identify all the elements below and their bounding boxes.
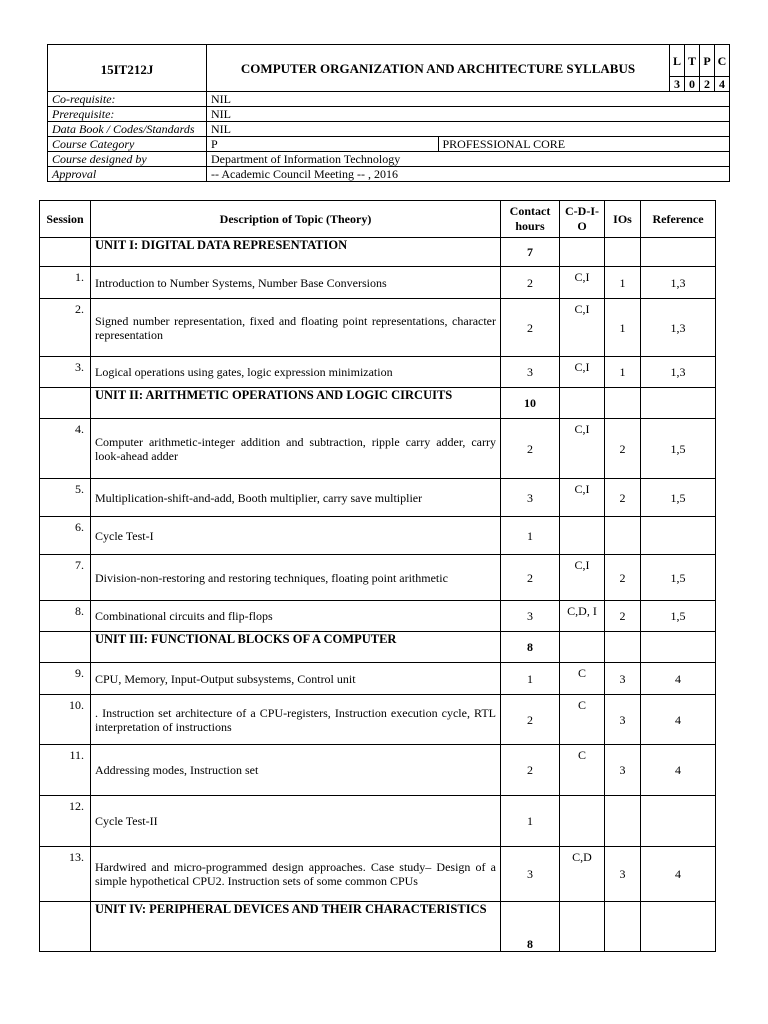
reference-cell: 1,3 bbox=[641, 267, 716, 299]
designed-by-label: Course designed by bbox=[48, 152, 207, 167]
topic-description: Hardwired and micro-programmed design approaches. Case study– Design of a simple hypothetical CPU2. Instruction sets of some common CPUs bbox=[91, 847, 501, 902]
table-row bbox=[40, 663, 716, 695]
topic-description: . Instruction set architecture of a CPU-registers, Instruction execution cycle, RTL interpretation of instructions bbox=[91, 695, 501, 745]
unit-row bbox=[40, 902, 716, 952]
cdio-cell: C,I bbox=[560, 357, 605, 388]
topic-description: Division-non-restoring and restoring techniques, floating point arithmetic bbox=[91, 555, 501, 601]
ltpc-label-c: C bbox=[715, 45, 730, 77]
ltpc-value-l: 3 bbox=[670, 77, 685, 92]
topic-description: CPU, Memory, Input-Output subsystems, Control unit bbox=[91, 663, 501, 695]
cdio-cell: C bbox=[560, 745, 605, 796]
table-row bbox=[40, 517, 716, 555]
session-number: 6. bbox=[40, 517, 91, 555]
ios-cell bbox=[605, 517, 641, 555]
table-row bbox=[40, 357, 716, 388]
topic-description: Multiplication-shift-and-add, Booth multiplier, carry save multiplier bbox=[91, 479, 501, 517]
reference-cell: 4 bbox=[641, 695, 716, 745]
table-row bbox=[40, 745, 716, 796]
reference-cell bbox=[641, 517, 716, 555]
ios-cell bbox=[605, 238, 641, 267]
prerequisite-value: NIL bbox=[207, 107, 730, 122]
contact-hours: 8 bbox=[501, 902, 560, 952]
ios-cell: 1 bbox=[605, 299, 641, 357]
contact-hours: 2 bbox=[501, 419, 560, 479]
corequisite-value: NIL bbox=[207, 92, 730, 107]
reference-cell: 1,3 bbox=[641, 299, 716, 357]
table-row bbox=[40, 601, 716, 632]
contact-hours: 1 bbox=[501, 517, 560, 555]
col-header-ios: IOs bbox=[605, 201, 641, 238]
ios-cell: 3 bbox=[605, 847, 641, 902]
contact-hours: 1 bbox=[501, 663, 560, 695]
session-number bbox=[40, 632, 91, 663]
cdio-cell: C,I bbox=[560, 479, 605, 517]
session-number: 13. bbox=[40, 847, 91, 902]
ios-cell: 2 bbox=[605, 601, 641, 632]
ios-cell: 3 bbox=[605, 663, 641, 695]
topic-description: Logical operations using gates, logic expression minimization bbox=[91, 357, 501, 388]
cdio-cell: C,D bbox=[560, 847, 605, 902]
ltpc-value-t: 0 bbox=[685, 77, 700, 92]
cdio-cell bbox=[560, 388, 605, 419]
cdio-cell bbox=[560, 238, 605, 267]
reference-cell: 4 bbox=[641, 745, 716, 796]
ltpc-label-t: T bbox=[685, 45, 700, 77]
col-header-hours: Contact hours bbox=[501, 201, 560, 238]
table-row bbox=[40, 419, 716, 479]
reference-cell bbox=[641, 238, 716, 267]
contact-hours: 2 bbox=[501, 695, 560, 745]
contact-hours: 2 bbox=[501, 267, 560, 299]
contact-hours: 3 bbox=[501, 601, 560, 632]
session-number bbox=[40, 388, 91, 419]
cdio-cell: C bbox=[560, 695, 605, 745]
table-row bbox=[40, 555, 716, 601]
session-number: 8. bbox=[40, 601, 91, 632]
session-number: 11. bbox=[40, 745, 91, 796]
syllabus-rows bbox=[40, 238, 716, 952]
ltpc-label-l: L bbox=[670, 45, 685, 77]
unit-row bbox=[40, 388, 716, 419]
topic-description: Introduction to Number Systems, Number Base Conversions bbox=[91, 267, 501, 299]
contact-hours: 2 bbox=[501, 555, 560, 601]
table-row bbox=[40, 267, 716, 299]
ltpc-value-p: 2 bbox=[700, 77, 715, 92]
ios-cell: 1 bbox=[605, 357, 641, 388]
course-code: 15IT212J bbox=[48, 45, 207, 92]
cdio-cell: C bbox=[560, 663, 605, 695]
reference-cell: 4 bbox=[641, 663, 716, 695]
unit-row bbox=[40, 632, 716, 663]
cdio-cell: C,D, I bbox=[560, 601, 605, 632]
reference-cell: 1,5 bbox=[641, 555, 716, 601]
contact-hours: 7 bbox=[501, 238, 560, 267]
reference-cell: 1,5 bbox=[641, 419, 716, 479]
reference-cell bbox=[641, 388, 716, 419]
topic-description: Signed number representation, fixed and floating point representations, character representation bbox=[91, 299, 501, 357]
session-number: 10. bbox=[40, 695, 91, 745]
ios-cell: 2 bbox=[605, 555, 641, 601]
designed-by-value: Department of Information Technology bbox=[207, 152, 730, 167]
topic-description: Combinational circuits and flip-flops bbox=[91, 601, 501, 632]
contact-hours: 1 bbox=[501, 796, 560, 847]
ios-cell bbox=[605, 632, 641, 663]
databook-label: Data Book / Codes/Standards bbox=[48, 122, 207, 137]
ios-cell: 2 bbox=[605, 479, 641, 517]
session-number: 4. bbox=[40, 419, 91, 479]
table-row bbox=[40, 479, 716, 517]
corequisite-label: Co-requisite: bbox=[48, 92, 207, 107]
reference-cell: 1,5 bbox=[641, 479, 716, 517]
cdio-cell: C,I bbox=[560, 419, 605, 479]
cdio-cell bbox=[560, 902, 605, 952]
session-number: 12. bbox=[40, 796, 91, 847]
contact-hours: 3 bbox=[501, 357, 560, 388]
table-row bbox=[40, 299, 716, 357]
topic-description: Cycle Test-II bbox=[91, 796, 501, 847]
col-header-session: Session bbox=[40, 201, 91, 238]
contact-hours: 3 bbox=[501, 847, 560, 902]
session-number bbox=[40, 902, 91, 952]
contact-hours: 10 bbox=[501, 388, 560, 419]
course-category-label: Course Category bbox=[48, 137, 207, 152]
prerequisite-label: Prerequisite: bbox=[48, 107, 207, 122]
session-number: 1. bbox=[40, 267, 91, 299]
col-header-description: Description of Topic (Theory) bbox=[91, 201, 501, 238]
contact-hours: 2 bbox=[501, 299, 560, 357]
reference-cell bbox=[641, 796, 716, 847]
reference-cell bbox=[641, 632, 716, 663]
ios-cell bbox=[605, 902, 641, 952]
syllabus-table bbox=[39, 200, 716, 952]
cdio-cell bbox=[560, 796, 605, 847]
unit-row bbox=[40, 238, 716, 267]
contact-hours: 8 bbox=[501, 632, 560, 663]
contact-hours: 2 bbox=[501, 745, 560, 796]
cdio-cell: C,I bbox=[560, 267, 605, 299]
col-header-reference: Reference bbox=[641, 201, 716, 238]
topic-description: Addressing modes, Instruction set bbox=[91, 745, 501, 796]
course-category-value: PROFESSIONAL CORE bbox=[438, 137, 730, 152]
course-title: COMPUTER ORGANIZATION AND ARCHITECTURE SYLLABUS bbox=[207, 45, 670, 92]
table-row bbox=[40, 695, 716, 745]
ios-cell: 2 bbox=[605, 419, 641, 479]
ios-cell: 3 bbox=[605, 695, 641, 745]
ios-cell: 3 bbox=[605, 745, 641, 796]
col-header-cdio: C-D-I-O bbox=[560, 201, 605, 238]
session-number: 5. bbox=[40, 479, 91, 517]
approval-label: Approval bbox=[48, 167, 207, 182]
session-number: 3. bbox=[40, 357, 91, 388]
ltpc-value-c: 4 bbox=[715, 77, 730, 92]
contact-hours: 3 bbox=[501, 479, 560, 517]
reference-cell bbox=[641, 902, 716, 952]
approval-value: -- Academic Council Meeting -- , 2016 bbox=[207, 167, 730, 182]
reference-cell: 4 bbox=[641, 847, 716, 902]
unit-title: UNIT IV: PERIPHERAL DEVICES AND THEIR CHARACTERISTICS bbox=[91, 902, 501, 952]
topic-description: Cycle Test-I bbox=[91, 517, 501, 555]
ios-cell bbox=[605, 796, 641, 847]
unit-title: UNIT I: DIGITAL DATA REPRESENTATION bbox=[91, 238, 501, 267]
databook-value: NIL bbox=[207, 122, 730, 137]
ios-cell: 1 bbox=[605, 267, 641, 299]
session-number bbox=[40, 238, 91, 267]
cdio-cell bbox=[560, 517, 605, 555]
unit-title: UNIT III: FUNCTIONAL BLOCKS OF A COMPUTER bbox=[91, 632, 501, 663]
reference-cell: 1,3 bbox=[641, 357, 716, 388]
session-number: 9. bbox=[40, 663, 91, 695]
ltpc-label-p: P bbox=[700, 45, 715, 77]
unit-title: UNIT II: ARITHMETIC OPERATIONS AND LOGIC CIRCUITS bbox=[91, 388, 501, 419]
table-row bbox=[40, 847, 716, 902]
reference-cell: 1,5 bbox=[641, 601, 716, 632]
topic-description: Computer arithmetic-integer addition and subtraction, ripple carry adder, carry look-ahead adder bbox=[91, 419, 501, 479]
session-number: 2. bbox=[40, 299, 91, 357]
cdio-cell bbox=[560, 632, 605, 663]
ios-cell bbox=[605, 388, 641, 419]
session-number: 7. bbox=[40, 555, 91, 601]
table-row bbox=[40, 796, 716, 847]
course-category-code: P bbox=[207, 137, 439, 152]
cdio-cell: C,I bbox=[560, 555, 605, 601]
cdio-cell: C,I bbox=[560, 299, 605, 357]
course-header-table bbox=[47, 44, 730, 182]
